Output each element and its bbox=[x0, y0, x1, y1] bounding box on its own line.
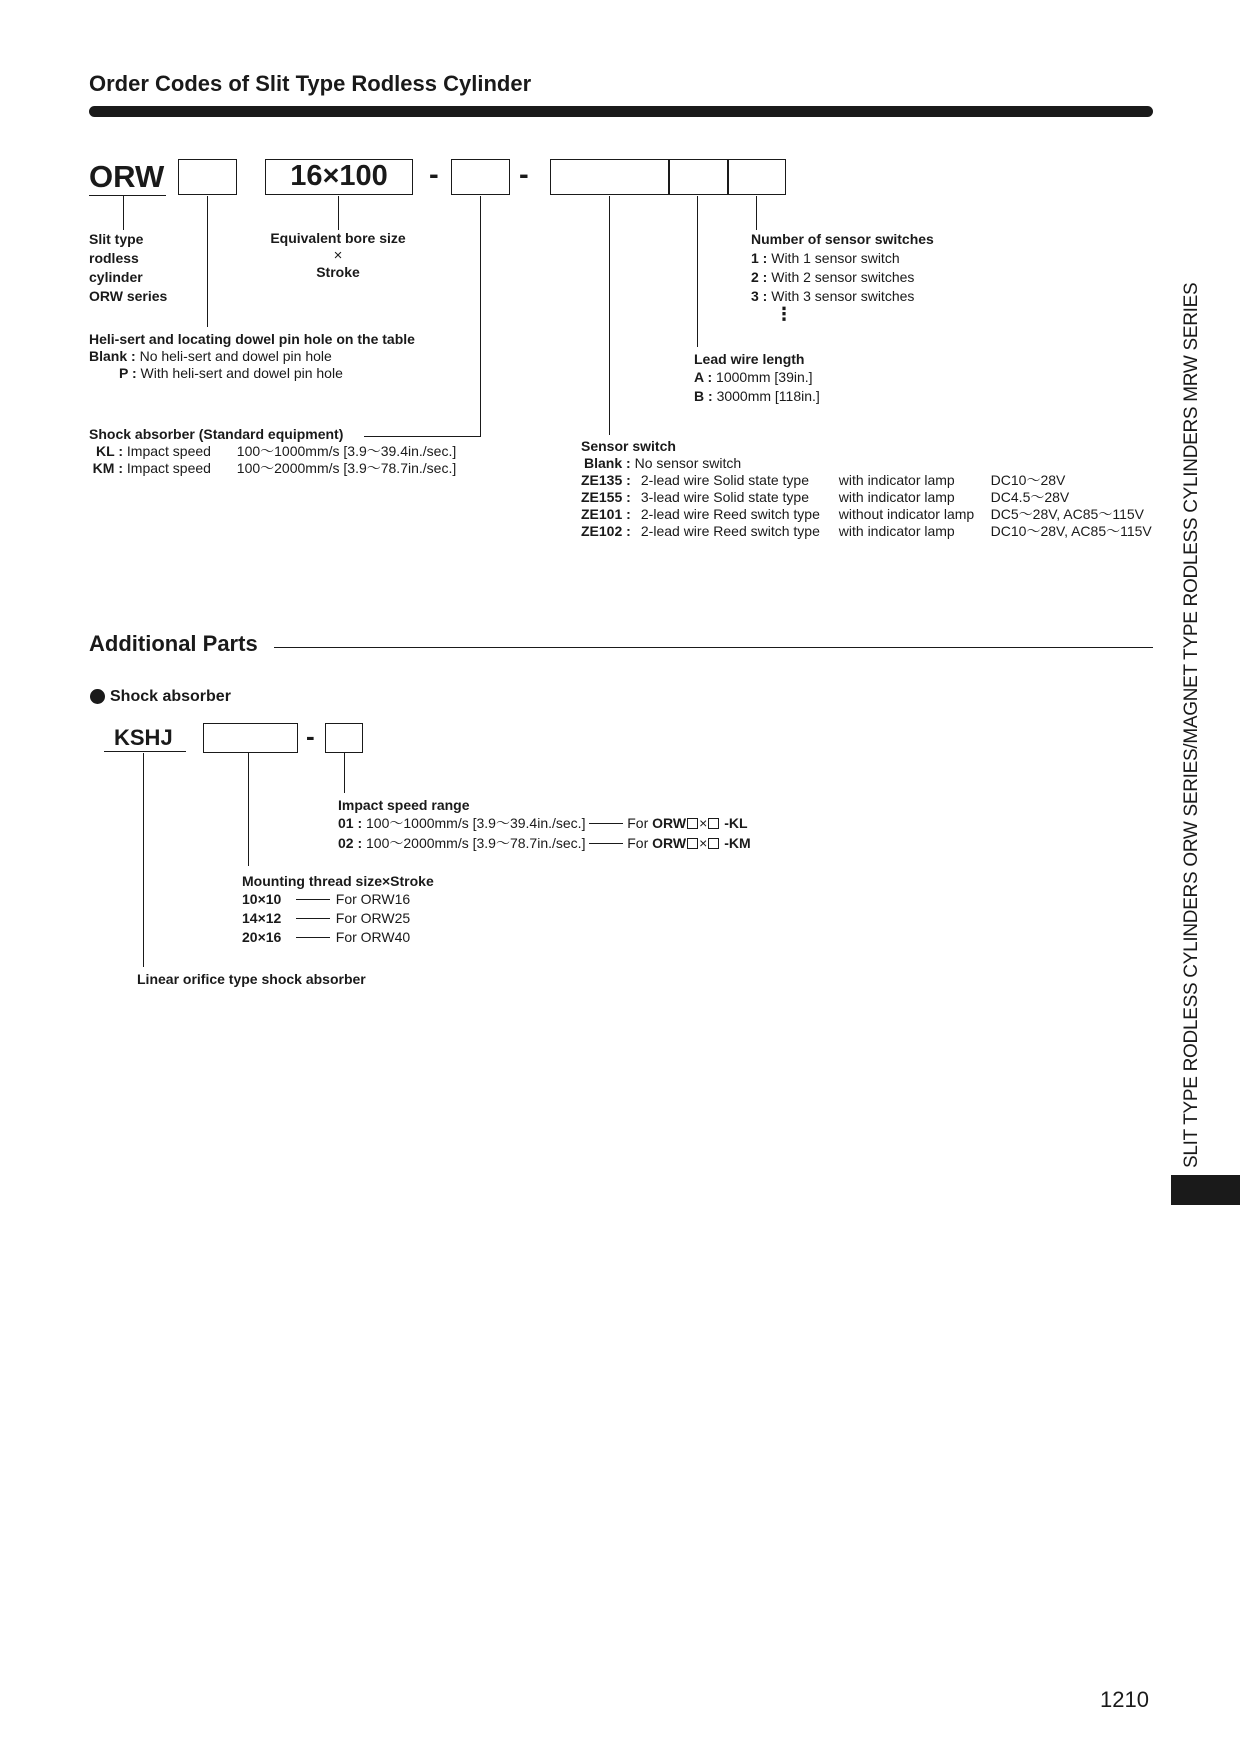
mounting-code: 14×12 bbox=[242, 910, 282, 926]
switch-code: ZE155 : bbox=[581, 489, 631, 505]
times-symbol: × bbox=[333, 247, 343, 264]
mounting-title: Mounting thread size×Stroke bbox=[242, 873, 434, 889]
list-item bbox=[242, 891, 434, 908]
sensor-switch-block bbox=[581, 438, 1152, 540]
switch-voltage: DC10～28V, AC85～115V bbox=[990, 523, 1152, 539]
page-number: 1210 bbox=[1100, 1687, 1149, 1712]
leader-series bbox=[123, 196, 124, 230]
leader-mounting bbox=[248, 753, 249, 866]
kshj-prefix: KSHJ bbox=[114, 725, 173, 750]
impact-block bbox=[338, 797, 751, 852]
option-desc: No heli-sert and dowel pin hole bbox=[139, 348, 332, 364]
dash-2: - bbox=[519, 159, 529, 191]
leader-heli bbox=[207, 196, 208, 327]
option-code: A : bbox=[694, 369, 713, 385]
blank-box bbox=[708, 838, 719, 849]
code-box-sensor-switch bbox=[550, 159, 670, 195]
switch-voltage: DC5～28V, AC85～115V bbox=[990, 506, 1144, 522]
sensor-switch-title: Sensor switch bbox=[581, 438, 676, 454]
option-desc: No sensor switch bbox=[634, 455, 742, 471]
option-desc: With 1 sensor switch bbox=[771, 250, 900, 266]
connector-line bbox=[296, 899, 330, 900]
times-symbol: × bbox=[699, 835, 708, 851]
code-box-heli bbox=[178, 159, 237, 195]
dash-1: - bbox=[429, 159, 439, 191]
page-title: Order Codes of Slit Type Rodless Cylinder bbox=[89, 71, 532, 96]
option-code: Blank : bbox=[89, 348, 136, 364]
switch-lamp: with indicator lamp bbox=[838, 523, 955, 539]
option-code: 2 : bbox=[751, 269, 768, 285]
code-box-shock bbox=[451, 159, 510, 195]
model-code: ORW bbox=[652, 835, 687, 851]
impact-range: 100～2000mm/s [3.9～78.7in./sec.] bbox=[366, 835, 586, 851]
list-item bbox=[89, 348, 415, 365]
stroke-label: Stroke bbox=[316, 264, 360, 280]
bore-label: Equivalent bore size bbox=[270, 230, 406, 246]
bore-stroke-value: 16×100 bbox=[290, 160, 388, 192]
mounting-block bbox=[242, 873, 434, 946]
leader-sensor-count bbox=[756, 196, 757, 230]
impact-range: 100～1000mm/s [3.9～39.4in./sec.] bbox=[366, 815, 586, 831]
bullet-icon bbox=[90, 689, 105, 704]
table-row bbox=[581, 506, 1152, 523]
linear-orifice-label: Linear orifice type shock absorber bbox=[137, 971, 366, 987]
shock-block bbox=[89, 426, 456, 477]
prefix-underline bbox=[89, 195, 166, 196]
lead-wire-title: Lead wire length bbox=[694, 351, 805, 367]
switch-type: 2-lead wire Reed switch type bbox=[640, 523, 820, 539]
switch-type: 2-lead wire Solid state type bbox=[640, 472, 809, 488]
list-item bbox=[581, 455, 1152, 472]
sensor-count-block bbox=[751, 231, 934, 323]
mounting-code: 10×10 bbox=[242, 891, 282, 907]
leader-shock bbox=[480, 196, 481, 436]
series-line: Slit type bbox=[89, 231, 144, 247]
additional-heading: Additional Parts bbox=[89, 631, 258, 656]
switch-type: 3-lead wire Solid state type bbox=[640, 489, 809, 505]
option-label: Impact speed bbox=[126, 443, 211, 459]
leader-lead-wire bbox=[697, 196, 698, 347]
list-item bbox=[338, 815, 751, 832]
bore-stroke-label bbox=[258, 230, 418, 281]
connector-line bbox=[589, 823, 623, 824]
list-item bbox=[89, 443, 456, 460]
code-box-mounting bbox=[203, 723, 298, 753]
switch-code: ZE135 : bbox=[581, 472, 631, 488]
side-label: SLIT TYPE RODLESS CYLINDERS ORW SERIES/MAGNET TYPE RODLESS CYLINDERS MRW SERIES bbox=[1181, 282, 1202, 1168]
series-line: cylinder bbox=[89, 269, 143, 285]
code-box-bore-stroke bbox=[265, 159, 413, 195]
switch-voltage: DC4.5～28V bbox=[990, 489, 1070, 505]
option-range: 100～2000mm/s [3.9～78.7in./sec.] bbox=[236, 460, 457, 476]
model-suffix: -KM bbox=[724, 835, 751, 851]
option-desc: With 2 sensor switches bbox=[771, 269, 915, 285]
leader-impact bbox=[344, 753, 345, 793]
leader-linear bbox=[143, 753, 144, 967]
code-box-lead-wire bbox=[668, 159, 729, 195]
sensor-count-title: Number of sensor switches bbox=[751, 231, 934, 247]
list-item bbox=[694, 369, 820, 386]
switch-code: ZE102 : bbox=[581, 523, 631, 539]
heli-title: Heli-sert and locating dowel pin hole on the table bbox=[89, 331, 415, 347]
option-desc: 1000mm [39in.] bbox=[716, 369, 813, 385]
side-tab bbox=[1171, 1175, 1240, 1205]
option-code: 3 : bbox=[751, 288, 768, 304]
mounting-desc: For ORW25 bbox=[335, 910, 411, 926]
model-suffix: -KL bbox=[724, 815, 748, 831]
option-code: KM : bbox=[92, 460, 123, 476]
option-code: B : bbox=[694, 388, 713, 404]
list-item bbox=[89, 460, 456, 477]
mounting-desc: For ORW16 bbox=[335, 891, 411, 907]
switch-lamp: without indicator lamp bbox=[838, 506, 975, 522]
mounting-code: 20×16 bbox=[242, 929, 282, 945]
lead-wire-block bbox=[694, 351, 820, 405]
dash-3: - bbox=[306, 721, 315, 751]
list-item bbox=[242, 910, 434, 927]
for-text: For bbox=[627, 815, 649, 831]
list-item bbox=[89, 365, 415, 382]
list-item bbox=[751, 250, 934, 267]
connector-line bbox=[589, 843, 623, 844]
leader-bore bbox=[338, 196, 339, 230]
option-desc: With 3 sensor switches bbox=[771, 288, 915, 304]
switch-type: 2-lead wire Reed switch type bbox=[640, 506, 820, 522]
list-item bbox=[694, 388, 820, 405]
connector-line bbox=[296, 918, 330, 919]
blank-box bbox=[687, 818, 698, 829]
impact-code: 01 : bbox=[338, 815, 363, 831]
heli-block bbox=[89, 331, 415, 382]
option-label: Impact speed bbox=[126, 460, 211, 476]
kshj-underline bbox=[104, 751, 186, 752]
list-item bbox=[338, 835, 751, 852]
impact-title: Impact speed range bbox=[338, 797, 470, 813]
switch-lamp: with indicator lamp bbox=[838, 489, 955, 505]
option-code: Blank : bbox=[584, 455, 631, 471]
blank-box bbox=[708, 818, 719, 829]
mounting-desc: For ORW40 bbox=[335, 929, 411, 945]
code-box-impact bbox=[325, 723, 363, 753]
option-desc: With heli-sert and dowel pin hole bbox=[140, 365, 343, 381]
for-text: For bbox=[627, 835, 649, 851]
model-code: ORW bbox=[652, 815, 687, 831]
switch-lamp: with indicator lamp bbox=[838, 472, 955, 488]
shock-title: Shock absorber (Standard equipment) bbox=[89, 426, 344, 442]
shock-sub-heading: Shock absorber bbox=[110, 688, 231, 705]
times-symbol: × bbox=[699, 815, 708, 831]
list-item bbox=[751, 288, 934, 305]
connector-line bbox=[296, 937, 330, 938]
blank-box bbox=[687, 838, 698, 849]
code-box-sensor-count bbox=[727, 159, 786, 195]
order-code-prefix: ORW bbox=[89, 159, 165, 194]
table-row bbox=[581, 489, 1152, 506]
impact-code: 02 : bbox=[338, 835, 363, 851]
option-range: 100～1000mm/s [3.9～39.4in./sec.] bbox=[236, 443, 457, 459]
additional-rule bbox=[274, 647, 1153, 648]
option-code: 1 : bbox=[751, 250, 768, 266]
list-item bbox=[242, 929, 434, 946]
option-code: KL : bbox=[96, 443, 123, 459]
leader-sensor-switch bbox=[609, 196, 610, 435]
option-code: P : bbox=[119, 365, 137, 381]
title-bar bbox=[89, 106, 1153, 117]
table-row bbox=[581, 472, 1152, 489]
list-item bbox=[751, 269, 934, 286]
series-label bbox=[89, 230, 167, 306]
switch-code: ZE101 : bbox=[581, 506, 631, 522]
table-row bbox=[581, 523, 1152, 540]
series-line: rodless bbox=[89, 250, 139, 266]
option-desc: 3000mm [118in.] bbox=[716, 388, 820, 404]
switch-voltage: DC10～28V bbox=[990, 472, 1066, 488]
more-dots: ⋮ bbox=[775, 304, 793, 324]
series-line: ORW series bbox=[89, 288, 168, 304]
